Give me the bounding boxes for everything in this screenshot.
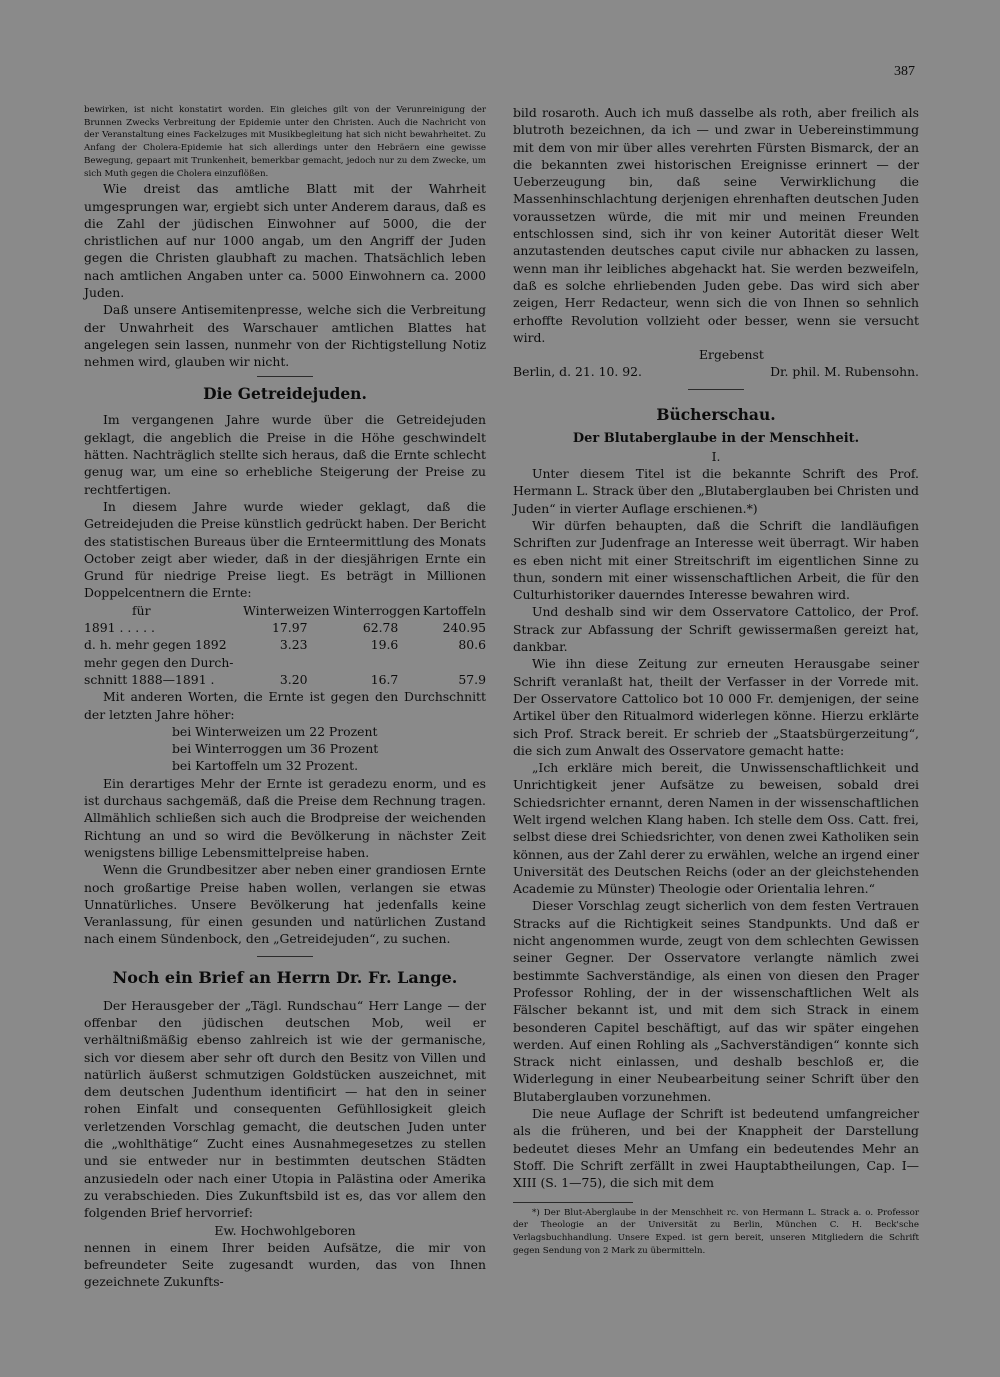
- paragraph: In diesem Jahre wurde wieder geklagt, daß die Getreidejuden die Preise künstlich gedrückt haben. Der Bericht des statistischen Bureaus über die Ernteermittlung des Monats October zeigt aber wieder, daß in der diesjährigen Ernte ein Grund für niedrige Preise liegt. Es beträgt in Millionen Doppelcentnern die Ernte:: [84, 498, 486, 601]
- paragraph: Dieser Vorschlag zeugt sicherlich von dem festen Vertrauen Stracks auf die Richtigkeit seines Standpunkts. Und daß er nicht angenommen wurde, zeugt von dem schlechten Gewissen seiner Gegner. Der Osservatore verlangte nämlich zwei bestimmte Sachverständige, als einen von diesen den Prager Professor Rohling, der in der wissenschaftlichen Welt als Fälscher bekannt ist, und mit dem sich Strack in einem besonderen Capitel beschäftigt, auf das wir später eingehen werden. Auf einen Rohling als „Sachverständigen“ konnte sich Strack nicht einlassen, und deshalb beschloß er, die Widerlegung in einer Neubearbeitung seiner Schrift über den Blutaberglauben vorzunehmen.: [513, 898, 919, 1104]
- table-header-row: [84, 602, 486, 619]
- article-heading-blutaberglaube: Der Blutaberglaube in der Menschheit.: [572, 430, 860, 446]
- table-cell: schnitt 1888—1891 .: [84, 671, 215, 687]
- increase-line: bei Winterweizen um 22 Prozent: [172, 723, 378, 739]
- paragraph: Daß unsere Antisemitenpresse, welche sich die Verbreitung der Unwahrheit des Warschauer amtlichen Blattes hat angelegen sein lassen, nunmehr von der Richtigstellung Notiz nehmen wird, glauben wir nicht.: [84, 302, 486, 370]
- paragraph: Die neue Auflage der Schrift ist bedeutend umfangreicher als die früheren, und bei der Knappheit der Darstellung bedeutet dieses Mehr an Umfang ein bedeutendes Mehr an Stoff. Die Schrift zerfällt in zwei Hauptabtheilungen, Cap. I—XIII (S. 1—75), die sich mit dem: [513, 1106, 919, 1191]
- paragraph: Im vergangenen Jahre wurde über die Getreidejuden geklagt, die angeblich die Preise in die Höhe geschwindelt hätten. Nachträglich stellte sich heraus, daß die Ernte schlecht genug war, um eine so erhebliche Steigerung der Preise zu rechtfertigen.: [84, 412, 486, 497]
- table-cell: 3.20: [279, 671, 308, 687]
- signature-line: [513, 363, 919, 380]
- table-row: [84, 636, 486, 653]
- section-heading-brief: Noch ein Brief an Herrn Dr. Fr. Lange.: [112, 967, 458, 987]
- table-row: [84, 671, 486, 688]
- signature-name: Dr. phil. M. Rubensohn.: [770, 364, 919, 380]
- table-cell: 16.7: [370, 671, 399, 687]
- page-number: 387: [894, 64, 915, 79]
- harvest-table: [84, 602, 486, 688]
- section-heading-getreidejuden: Die Getreidejuden.: [203, 384, 367, 404]
- table-cell: 1891 . . . . .: [84, 620, 155, 636]
- table-cell: [330, 654, 421, 671]
- paragraph: bild rosaroth. Auch ich muß dasselbe als roth, aber freilich als blutroth bezeichnen, da ich — und zwar in Uebereinstimmung mit dem von mir über alles verehrten Fürsten Bismarck, der an die bekannten zwei historischen Ereignisse erinnert — der Ueberzeugung bin, daß seine Verwirklichung die Massenhinschlachtung derjenigen ehrenhaften deutschen Juden voraussetzen würde, die mit mir und meinen Freunden entschlossen sind, sich ihr von keiner Autorität dieser Welt anzutastenden deutsches caput civile nur abhacken zu lassen, wenn man ihr leibliches abgehackt hat. Sie werden bezweifeln, daß es solche ehrliebenden Juden gebe. Das wird sich aber zeigen, Herr Redacteur, wenn sich die von Ihnen so sehnlich erhoffte Revolution vollzieht oder besser, wenn sie versucht wird.: [513, 105, 919, 345]
- divider: [688, 389, 744, 390]
- paragraph: Ein derartiges Mehr der Ernte ist geradezu enorm, und es ist durchaus sachgemäß, daß die Preise dem Rechnung tragen. Allmählich schließen sich auch die Brodpreise der weichenden Richtung an und so wird die Bevölkerung in nächster Zeit wenigstens billige Lebensmittelpreise haben.: [84, 775, 486, 860]
- table-header: Kartoffeln: [422, 602, 486, 618]
- paragraph: Der Herausgeber der „Tägl. Rundschau“ Herr Lange — der offenbar den jüdischen deutschen Mob, weil er verhältnißmäßig ebenso zahlreich ist wie der germanische, sich vor diesem aber sehr oft durch den Besitz von Villen und natürlich äußerst schmutzigen Goldstücken auszeichnet, mit dem deutschen Judenthum identificirt — hat den in seiner rohen Einfalt und consequenten Gefühllosigkeit gleich verletzenden Vorschlag gemacht, die deutschen Juden unter die „wohlthätige“ Zucht eines Ausnahmegesetzes zu stellen und sie entweder nur in bestimmten deutschen Städten anzusiedeln oder nach einer Utopia in Palästina oder Amerika zu verabschieden. Dies Zukunftsbild ist es, das vor allem den folgenden Brief hervorrief:: [84, 997, 486, 1221]
- paragraph: Wir dürfen behaupten, daß die Schrift die landläufigen Schriften zur Judenfrage an Interesse weit überragt. Wir haben es eben nicht mit einer Streitschrift im eigentlichen Sinne zu thun, sondern mit einer wissenschaftlichen Arbeit, die für den Culturhistoriker dauerndes Interesse bewahren wird.: [513, 517, 919, 603]
- footnote-rule: [513, 1202, 633, 1203]
- table-cell: [240, 654, 330, 671]
- table-cell: [420, 654, 486, 671]
- table-header: Winterweizen: [243, 602, 330, 618]
- divider: [257, 376, 313, 377]
- increase-line: bei Kartoffeln um 32 Prozent.: [172, 758, 359, 774]
- left-column: [84, 104, 486, 1291]
- closing: Ergebenst: [699, 347, 764, 363]
- table-cell: mehr gegen den Durch-: [84, 654, 234, 670]
- part-number: I.: [711, 448, 721, 464]
- table-cell: 62.78: [362, 620, 399, 636]
- table-cell: 19.6: [370, 637, 399, 653]
- paragraph: Wie dreist das amtliche Blatt mit der Wahrheit umgesprungen war, ergiebt sich unter Anderem daraus, daß es die Zahl der jüdischen Einwohner auf 5000, die der christlichen auf nur 1000 angab, um den Angriff der Juden gegen die Christen glaubhaft zu machen. Thatsächlich leben nach amtlichen Angaben unter ca. 5000 Einwohnern ca. 2000 Juden.: [84, 181, 486, 300]
- divider: [257, 956, 313, 957]
- table-cell: 3.23: [279, 637, 308, 653]
- right-column: [513, 104, 919, 1257]
- paragraph: Wenn die Grundbesitzer aber neben einer grandiosen Ernte noch großartige Preise haben wollen, verlangen sie etwas Unnatürliches. Unsere Bevölkerung hat jedenfalls keine Veranlassung, für einen gesunden und natürlichen Zustand nach einem Sündenbock, den „Getreidejuden“, zu suchen.: [84, 862, 486, 947]
- table-header: für: [132, 602, 151, 618]
- table-header: Winterroggen: [333, 602, 421, 618]
- table-cell: 17.97: [272, 620, 308, 636]
- table-cell: 240.95: [442, 620, 486, 636]
- footnote: *) Der Blut-Aberglaube in der Menschheit rc. von Hermann L. Strack a. o. Professor der Theologie an der Universität zu Berlin, München C. H. Beck'sche Verlagsbuchhandlung. Unsere Exped. ist gern bereit, unseren Mitgliedern die Schrift gegen Sendung von 2 Mark zu übermitteln.: [513, 1207, 919, 1256]
- table-row: [84, 619, 486, 636]
- section-heading-buecherschau: Bücherschau.: [656, 404, 776, 424]
- table-cell: 57.9: [458, 671, 486, 687]
- paragraph: Wie ihn diese Zeitung zur erneuten Herausgabe seiner Schrift veranlaßt hat, theilt der Verfasser in der Vorrede mit. Der Osservatore Cattolico bot 10 000 Fr. demjenigen, der seine Artikel über den Ritualmord widerlegen könne. Hierzu erklärte sich Prof. Strack bereit. Er schrieb der „Staatsbürgerzeitung“, die sich zum Anwalt des Osservatore gemacht hatte:: [513, 656, 919, 758]
- signature-place-date: Berlin, d. 21. 10. 92.: [513, 364, 642, 380]
- paragraph: Und deshalb sind wir dem Osservatore Cattolico, der Prof. Strack zur Abfassung der Schrift gewissermaßen gereizt hat, dankbar.: [513, 604, 919, 655]
- paragraph: nennen in einem Ihrer beiden Aufsätze, die mir von befreundeter Seite zugesandt wurden, das von Ihnen gezeichnete Zukunfts-: [84, 1239, 486, 1290]
- quotation: „Ich erkläre mich bereit, die Unwissenschaftlichkeit und Unrichtigkeit jener Aufsätze zu beweisen, sobald drei Schiedsrichter ernannt, deren Namen in der wissenschaftlichen Welt irgend welchen Klang haben. Ich stelle dem Oss. Catt. frei, selbst diese drei Schiedsrichter, von denen zwei Katholiken sein können, aus der Zahl derer zu erwählen, welche an irgend einer Universität des Deutschen Reichs (oder an der gleichstehenden Academie zu Münster) Theologie oder Orientalia lehren.“: [513, 760, 919, 897]
- paragraph: Mit anderen Worten, die Ernte ist gegen den Durchschnitt der letzten Jahre höher:: [84, 689, 486, 722]
- salutation: Ew. Hochwohlgeboren: [214, 1222, 356, 1238]
- paragraph: Unter diesem Titel ist die bekannte Schrift des Prof. Hermann L. Strack über den „Blutaberglauben bei Christen und Juden“ in vierter Auflage erschienen.*): [513, 466, 919, 516]
- table-cell: d. h. mehr gegen 1892: [84, 637, 227, 653]
- table-cell: 80.6: [458, 637, 486, 653]
- table-row: [84, 654, 486, 671]
- increase-line: bei Winterroggen um 36 Prozent: [172, 741, 379, 757]
- intro-paragraph: bewirken, ist nicht konstatirt worden. Ein gleiches gilt von der Verunreinigung der Brunnen Zwecks Verbreitung der Epidemie unter den Christen. Auch die Nachricht von der Veranstaltung eines Fackelzuges mit Musikbegleitung hat sich nicht bewahrheitet. Zu Anfang der Cholera-Epidemie hat sich allerdings unter den Hebräern eine gewisse Bewegung, gepaart mit Trunkenheit, bemerkbar gemacht, jedoch nur zu dem Zwecke, um sich Muth gegen die Cholera einzuflößen.: [84, 105, 486, 179]
